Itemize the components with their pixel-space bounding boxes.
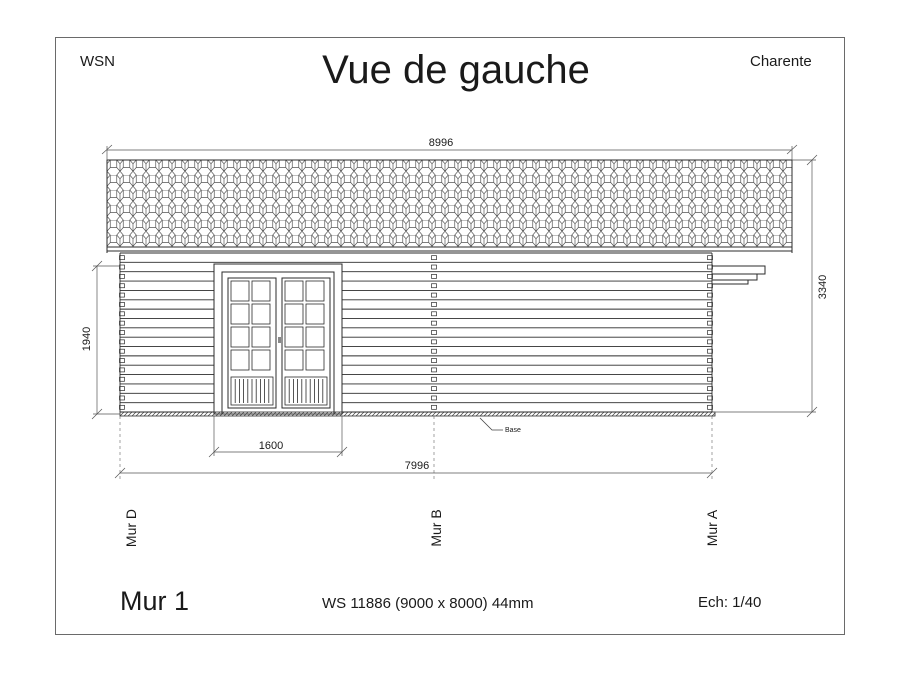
log-joint [432, 274, 437, 278]
brand-label: WSN [80, 53, 115, 70]
dim-roof-width: 8996 [428, 137, 454, 149]
log-joint [432, 265, 437, 269]
page-title: Vue de gauche [322, 48, 590, 92]
log-joint [432, 331, 437, 335]
log-joint [432, 321, 437, 325]
log-joint [432, 377, 437, 381]
log-joint [432, 387, 437, 391]
reference-label: WS 11886 (9000 x 8000) 44mm [322, 595, 534, 612]
base-line [120, 412, 715, 434]
roof-steps [712, 266, 765, 284]
dim-door-width: 1600 [258, 440, 284, 452]
log-joint [432, 368, 437, 372]
log-joint [432, 359, 437, 363]
roof [107, 160, 792, 253]
wall-label-a: Mur A [704, 509, 720, 547]
log-joint [432, 312, 437, 316]
wall-label-d: Mur D [123, 508, 139, 548]
base-label: Base [505, 427, 521, 434]
log-joint [432, 302, 437, 306]
dim-wall-height: 1940 [81, 326, 93, 352]
log-joint [432, 349, 437, 353]
wall-label-b: Mur B [428, 509, 444, 547]
log-joint [432, 284, 437, 288]
model-label: Charente [750, 53, 812, 70]
log-joint [432, 293, 437, 297]
dim-wall-length: 7996 [404, 460, 430, 472]
wall-logs [120, 253, 713, 412]
log-joint [432, 256, 437, 260]
log-joint [432, 405, 437, 409]
double-door [214, 264, 342, 414]
log-joint [432, 340, 437, 344]
dim-total-height: 3340 [817, 274, 829, 300]
log-joint [432, 396, 437, 400]
wall-name: Mur 1 [120, 586, 190, 616]
scale-label: Ech: 1/40 [698, 594, 762, 611]
